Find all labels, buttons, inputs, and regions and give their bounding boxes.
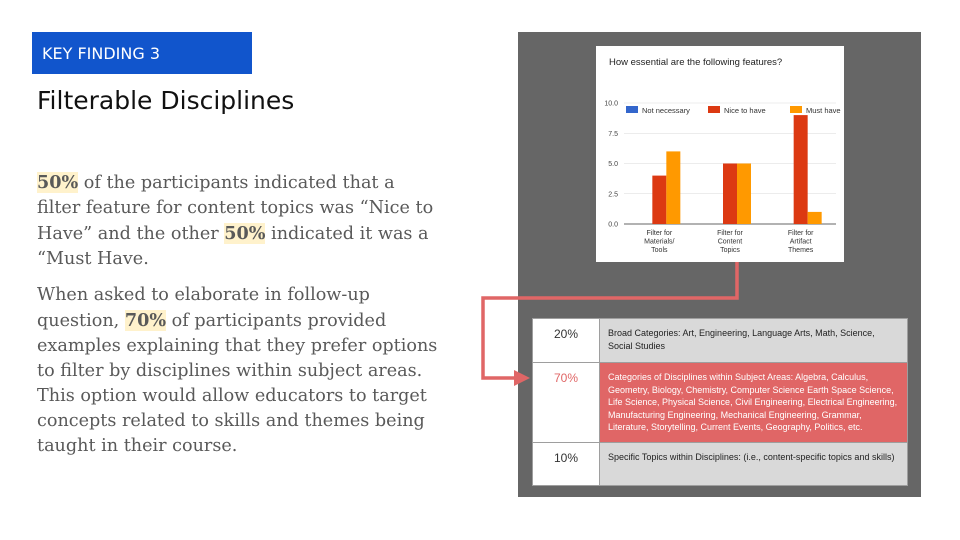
- key-finding-badge: [32, 32, 252, 74]
- row-description: Categories of Disciplines within Subject Areas: Algebra, Calculus, Geometry, Biology, Chemistry, Computer Science Earth Space Science, Life Science, Physical Science, Civil Engineering, Electrical Engineering, Manufacturing Engineering, Mechanical Engineering, Grammar, Literature, Storytelling, Current Events, Geography, Politics, etc.: [600, 363, 908, 443]
- x-category-label: Filter for: [646, 230, 673, 237]
- legend-label: Nice to have: [724, 106, 766, 115]
- x-category-label: Materials/: [644, 238, 675, 246]
- paragraph-1: [37, 170, 442, 272]
- x-category-label: Filter for: [787, 230, 814, 237]
- y-tick-label: 2.5: [608, 191, 618, 199]
- bar-must-have: [808, 212, 822, 224]
- legend-label: Not necessary: [642, 106, 690, 115]
- bar-nice-to-have: [723, 164, 737, 225]
- paragraph-2-text-a: When asked to elaborate in follow-up question,: [37, 285, 370, 331]
- y-tick-label: 10.0: [604, 100, 618, 108]
- x-category-label: Filter for: [717, 230, 743, 237]
- paragraph-2-text-b: of participants provided examples explaining that they prefer options to filter by disciplines within subject areas. This option would allow educators to target concepts related to skills and themes being taught in their course.: [37, 311, 438, 456]
- table-row: [533, 319, 908, 363]
- table-row: [533, 442, 908, 485]
- bar-must-have: [666, 151, 680, 224]
- y-tick-label: 5.0: [608, 161, 618, 168]
- body-text: [37, 170, 442, 470]
- paragraph-2: [37, 283, 442, 459]
- row-percent: 10%: [533, 442, 600, 485]
- highlight-50-percent-second: 50%: [224, 223, 266, 244]
- slide-title: Filterable Disciplines: [37, 86, 295, 115]
- legend-swatch: [626, 106, 638, 113]
- bar-nice-to-have: [652, 176, 666, 224]
- x-category-label: Topics: [720, 247, 740, 254]
- highlight-50-percent: 50%: [37, 172, 79, 193]
- chart-title: How essential are the following features?: [609, 57, 783, 68]
- row-percent: 70%: [533, 363, 600, 443]
- legend-swatch: [708, 106, 720, 113]
- badge-label: KEY FINDING 3: [42, 43, 161, 63]
- row-percent: 20%: [533, 319, 600, 363]
- x-category-label: Tools: [651, 247, 668, 254]
- y-tick-label: 7.5: [608, 130, 618, 138]
- highlight-70-percent: 70%: [124, 310, 167, 331]
- y-tick-label: 0.0: [608, 221, 618, 229]
- paragraph-1-text-b: indicated it was a “Must Have.: [37, 224, 429, 269]
- discipline-table: [532, 318, 908, 486]
- row-description: Broad Categories: Art, Engineering, Language Arts, Math, Science, Social Studies: [600, 319, 908, 363]
- bar-must-have: [737, 164, 751, 225]
- x-category-label: Content: [717, 238, 743, 246]
- table-row-highlighted: [533, 363, 908, 443]
- paragraph-1-text-a: of the participants indicated that a filter feature for content topics was “Nice to Have” and the other: [37, 173, 434, 244]
- row-description: Specific Topics within Disciplines: (i.e., content-specific topics and skills): [600, 442, 908, 485]
- chart-card: [596, 46, 844, 262]
- legend-label: Must have: [806, 106, 841, 115]
- legend-swatch: [790, 106, 802, 113]
- x-category-label: Artifact: [789, 238, 812, 246]
- bar-chart: [596, 46, 844, 262]
- x-category-label: Themes: [788, 247, 814, 254]
- bar-nice-to-have: [794, 115, 808, 224]
